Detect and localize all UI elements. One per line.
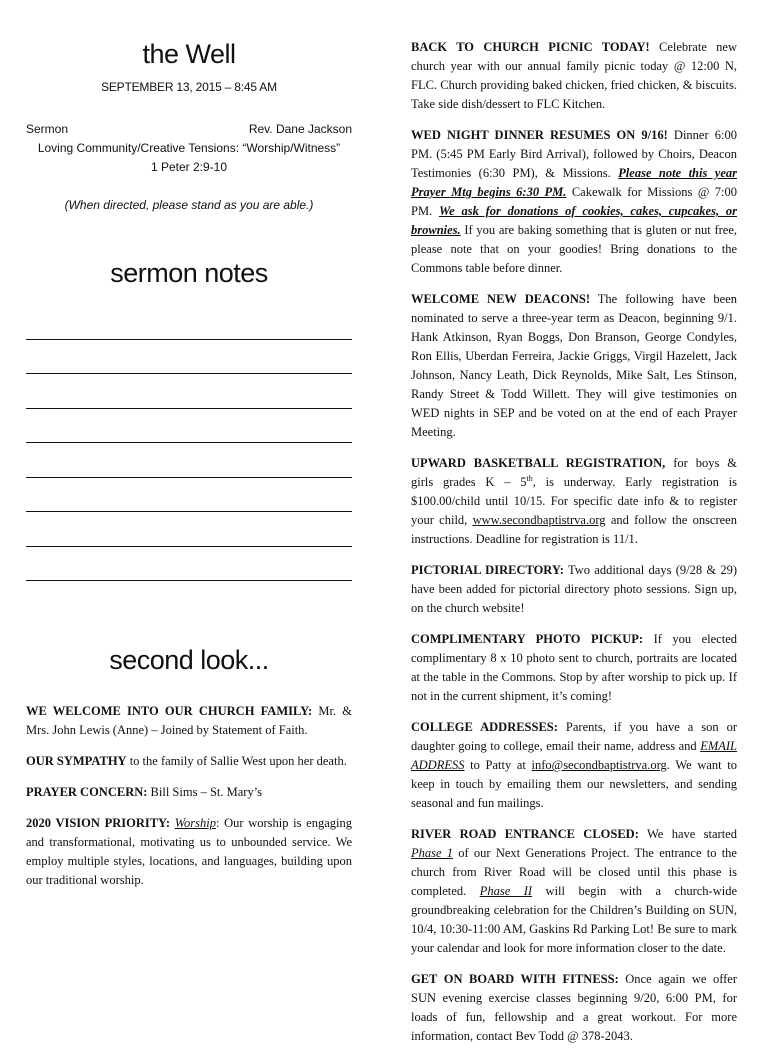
sermon-label: Sermon: [26, 122, 69, 136]
right-column: [411, 38, 737, 1058]
deacons-heading: WELCOME NEW DEACONS!: [411, 292, 590, 306]
sermon-row: [26, 122, 352, 136]
directory-paragraph: PICTORIAL DIRECTORY: Two additional days (9/28 & 29) have been added for pictorial directory photo sessions. Sign up, on the church website!: [411, 563, 737, 615]
fitness-heading: GET ON BOARD WITH FITNESS:: [411, 972, 619, 986]
note-line: [26, 443, 352, 478]
dinner-paragraph: WED NIGHT DINNER RESUMES ON 9/16! Dinner 6:00 PM. (5:45 PM Early Bird Arrival), followed by Choirs, Deacon Testimonies (6:30 PM), & Missions. Please note this year Prayer Mtg begins 6:30 PM. Cakewalk for Missions @ 7:00 PM. We ask for donations of cookies, cakes, cupcakes, or brownies. If you are baking something that is gluten or nut free, please note that on your goodies! Bring donations to the Commons table before dinner.: [411, 128, 737, 275]
scripture-reference: 1 Peter 2:9-10: [150, 160, 228, 174]
sympathy-heading: OUR SYMPATHY: [26, 754, 127, 768]
note-line: [26, 305, 352, 340]
deacons-paragraph: WELCOME NEW DEACONS! The following have been nominated to serve a three-year term as Deacon, beginning 9/1. Hank Atkinson, Ryan Boggs, Don Branson, George Condyles, Ron Ellis, Uberdan Ferreira, Jackie Griggs, Virgil Hazelett, Jack Johnson, Nancy Leath, Dick Reynolds, Mike Salt, Les Stinson, Randy Street & Todd Willett. They will give testimonies on WED nights in SEP and be voted on at the end of each Prayer Meeting.: [411, 292, 737, 439]
dinner-heading: WED NIGHT DINNER RESUMES ON 9/16!: [411, 128, 668, 142]
prayer-heading: PRAYER CONCERN:: [26, 785, 148, 799]
photo-heading: COMPLIMENTARY PHOTO PICKUP:: [411, 632, 644, 646]
vision-heading: 2020 VISION PRIORITY:: [26, 816, 171, 830]
river-paragraph: RIVER ROAD ENTRANCE CLOSED: We have started Phase 1 of our Next Generations Project. The entrance to the church from River Road will be closed until this phase is completed. Phase II will begin with a church-wide groundbreaking celebration for the Children’s Building on SUN, 10/4, 10:30-11:00 AM, Gaskins Rd Parking Lot! Be sure to mark your calendar and look for more information closer to the date.: [411, 827, 737, 955]
prayer-paragraph: PRAYER CONCERN: Bill Sims – St. Mary’s: [26, 785, 263, 799]
directory-heading: PICTORIAL DIRECTORY:: [411, 563, 564, 577]
note-line: [26, 512, 352, 547]
email-link[interactable]: info@secondbaptistrva.org: [531, 758, 667, 772]
preacher-name: Rev. Dane Jackson: [248, 122, 352, 136]
note-line: [26, 409, 352, 444]
left-column: [26, 36, 352, 902]
service-date: SEPTEMBER 13, 2015 – 8:45 AM: [101, 80, 277, 94]
second-look-heading: second look...: [109, 645, 269, 675]
river-heading: RIVER ROAD ENTRANCE CLOSED:: [411, 827, 639, 841]
announcements-left: [26, 702, 352, 890]
fitness-paragraph: GET ON BOARD WITH FITNESS: Once again we offer SUN evening exercise classes beginning 9/20, 6:00 PM, for loads of fun, fellowship and a great workout. For more information, contact Bev Todd @ 378-2043.: [411, 972, 738, 1043]
sermon-series: Loving Community/Creative Tensions: “Worship/Witness”: [37, 141, 341, 155]
photo-paragraph: COMPLIMENTARY PHOTO PICKUP: If you elected complimentary 8 x 10 photo sent to church, portraits are located at the table in the Commons. Stop by after worship to pick up. If not in the current shipment, it’s coming!: [411, 632, 737, 703]
note-line: [26, 340, 352, 375]
upward-paragraph: UPWARD BASKETBALL REGISTRATION, for boys & girls grades K – 5th, is underway. Early registration is $100.00/child until 10/15. For specific date info & to register your child, www.secondbaptistrva.org and follow the onscreen instructions. Deadline for registration is 11/1.: [411, 456, 737, 546]
college-paragraph: COLLEGE ADDRESSES: Parents, if you have a son or daughter going to college, email their name, address and EMAIL ADDRESS to Patty at info@secondbaptistrva.org. We want to keep in touch by emailing them our newsletters, and sending seasonal and fun mailings.: [411, 720, 738, 810]
picnic-heading: BACK TO CHURCH PICNIC TODAY!: [411, 40, 650, 54]
bulletin-title: the Well: [142, 39, 236, 69]
college-heading: COLLEGE ADDRESSES:: [411, 720, 558, 734]
stand-instruction: (When directed, please stand as you are able.): [64, 198, 314, 212]
upward-heading: UPWARD BASKETBALL REGISTRATION,: [411, 456, 666, 470]
note-lines: [26, 305, 352, 581]
picnic-paragraph: BACK TO CHURCH PICNIC TODAY! Celebrate new church year with our annual family picnic today @ 12:00 N, FLC. Church providing baked chicken, fried chicken, & biscuits. Take side dish/dessert to FLC Kitchen.: [411, 40, 737, 111]
welcome-paragraph: WE WELCOME INTO OUR CHURCH FAMILY: Mr. & Mrs. John Lewis (Anne) – Joined by Statement of Faith.: [26, 704, 352, 737]
vision-paragraph: 2020 VISION PRIORITY: Worship: Our worship is engaging and transformational, motivating us to unbounded service. We employ multiple styles, locations, and languages, building upon our traditional worship.: [26, 816, 352, 887]
sympathy-paragraph: OUR SYMPATHY to the family of Sallie West upon her death.: [26, 754, 347, 768]
note-line: [26, 374, 352, 409]
note-line: [26, 478, 352, 513]
welcome-heading: WE WELCOME INTO OUR CHURCH FAMILY:: [26, 704, 313, 718]
sermon-notes-heading: sermon notes: [110, 258, 268, 288]
website-link[interactable]: www.secondbaptistrva.org: [472, 513, 606, 527]
note-line: [26, 547, 352, 582]
